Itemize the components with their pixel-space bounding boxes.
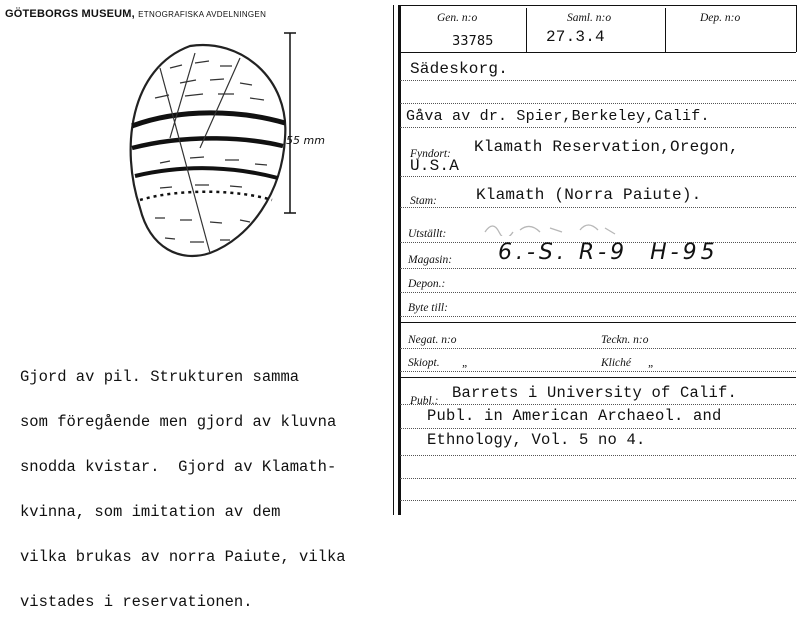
fyndort-label: Fyndort: [410,148,451,160]
description-line: snodda kvistar. Gjord av Klamath- [20,458,337,476]
dotted-rule [400,316,796,317]
dotted-rule [400,292,796,293]
dotted-rule [400,103,796,104]
description-line: vilka brukas av norra Paiute, vilka [20,548,346,566]
dotted-rule [400,428,796,429]
kliche-label: Kliché [601,357,632,369]
description-line: kvinna, som imitation av dem [20,503,281,521]
teckn-label: Teckn. n:o [601,334,649,346]
scale-label: 55 mm [286,134,325,147]
ditto-mark: „ [462,357,469,369]
dotted-rule [400,207,796,208]
divider [796,5,797,52]
skiopt-label: Skiopt. [408,357,440,369]
section-line [400,377,796,378]
magasin-label: Magasin: [408,254,453,266]
dotted-rule [400,404,796,405]
publ-line-3: Ethnology, Vol. 5 no 4. [427,431,646,449]
donor: Gåva av dr. Spier,Berkeley,Calif. [406,108,710,125]
dotted-rule [400,455,796,456]
dotted-rule [400,80,796,81]
object-name: Sädeskorg. [410,60,509,78]
dotted-rule [400,478,796,479]
museum-name: GÖTEBORGS MUSEUM, [5,8,135,20]
divider [526,8,527,52]
stam-value: Klamath (Norra Paiute). [476,186,702,204]
dotted-rule [400,268,796,269]
dotted-rule [400,127,796,128]
byte-label: Byte till: [408,302,448,314]
fyndort-country: U.S.A [410,157,460,175]
publ-label: Publ.: [410,395,439,407]
dotted-rule [400,348,796,349]
saml-label: Saml. n:o [567,12,612,24]
depon-label: Depon.: [408,278,446,290]
department-name: ETNOGRAFISKA AVDELNINGEN [138,10,267,19]
dotted-rule [400,500,796,501]
divider [665,8,666,52]
gen-value: 33785 [452,34,494,49]
publ-line-1: Barrets i University of Calif. [452,384,738,402]
dotted-rule [400,371,796,372]
header-line [400,52,796,53]
section-line [400,322,796,323]
saml-value: 27.3.4 [546,28,605,46]
ditto-mark: „ [648,357,655,369]
utstallt-label: Utställt: [408,228,447,240]
description-text [20,340,346,625]
description-line: vistades i reservationen. [20,593,253,611]
stam-label: Stam: [410,195,437,207]
top-line [400,5,796,6]
description-line: som föregående men gjord av kluvna [20,413,337,431]
dotted-rule [400,176,796,177]
basket-drawing [100,28,340,268]
card-border-left-thick [398,5,401,515]
description-line: Gjord av pil. Strukturen samma [20,368,300,386]
dep-label: Dep. n:o [700,12,741,24]
negat-label: Negat. n:o [408,334,457,346]
faded-handwriting [480,218,630,236]
gen-label: Gen. n:o [437,12,478,24]
card-border-left [393,5,394,515]
fyndort-value: Klamath Reservation,Oregon, [474,138,739,156]
museum-header [5,8,266,20]
magasin-value: 6.-S. R-9 H-95 [498,240,719,265]
publ-line-2: Publ. in American Archaeol. and [427,407,722,425]
